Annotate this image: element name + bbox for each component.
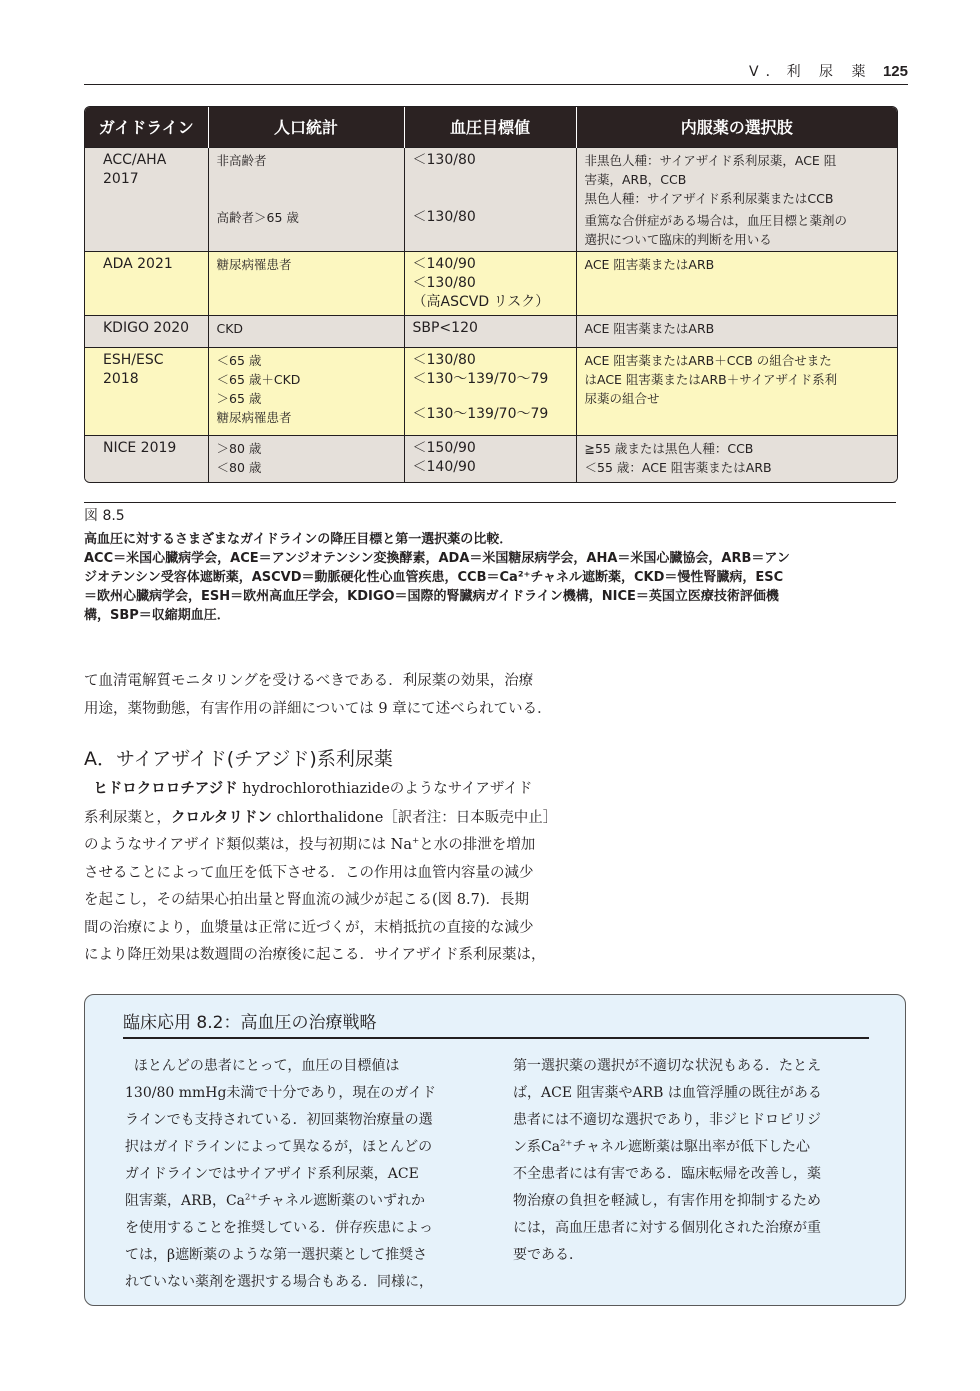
bp-target-cell: SBP<120 [404, 315, 576, 347]
text-line: 患者には不適切な選択であり，非ジヒドロピリジ [513, 1112, 821, 1128]
guideline-cell: KDIGO 2020 [85, 315, 208, 347]
text-line: を起こし，その結果心拍出量と腎血流の減少が起こる(図 8.7)．長期 [84, 892, 529, 908]
guideline-cell: ADA 2021 [85, 252, 208, 315]
text-line: 130/80 mmHg未満で十分であり，現在のガイド [125, 1085, 437, 1101]
text-line: ラインでも支持されている．初回薬物治療量の選 [125, 1112, 433, 1128]
figure-caption [84, 502, 896, 625]
table-row [85, 252, 897, 315]
bp-target-cell: ＜150/90 ＜140/90 [404, 436, 576, 482]
text-line: ほとんどの患者にとって，血圧の目標値は [133, 1058, 400, 1074]
drug-options-cell: ACE 阻害薬またはARB＋CCB の組合せまた はACE 阻害薬またはARB＋サイアザイド系利 尿薬の組合せ [576, 347, 897, 435]
figure-abbrev-line: ジオテンシン受容体遮断薬，ASCVD＝動脈硬化性心血管疾患，CCB＝Ca²⁺チャネル遮断薬，CKD＝慢性腎臓病，ESC [84, 570, 784, 585]
demographics-cell: ＞80 歳 ＜80 歳 [208, 436, 404, 482]
bp-target-cell: ＜130/80 ＜130/80 [404, 148, 576, 252]
table-row [85, 436, 897, 482]
guideline-cell: ACC/AHA 2017 [85, 148, 208, 252]
drug-options-cell: ACE 阻害薬またはARB [576, 252, 897, 315]
demographics-cell: ＜65 歳 ＜65 歳＋CKD ＞65 歳 糖尿病罹患者 [208, 347, 404, 435]
figure-abbrev-line: 構，SBP＝収縮期血圧． [84, 608, 230, 623]
clinical-title: 臨床応用 8.2：高血圧の治療戦略 [123, 1009, 869, 1039]
text-line: 択はガイドラインによって異なるが，ほとんどの [125, 1139, 433, 1155]
demographics-cell: CKD [208, 315, 404, 347]
col-header-guideline: ガイドライン [85, 107, 208, 148]
text-line: 第一選択薬の選択が不適切な状況もある．たとえ [513, 1058, 821, 1074]
table-row [85, 347, 897, 435]
col-header-demographics: 人口統計 [208, 107, 404, 148]
header-section: V．利 尿 薬 [749, 64, 873, 80]
body-paragraph [84, 668, 584, 723]
drug-options-cell: ≧55 歳または黒色人種：CCB ＜55 歳：ACE 阻害薬またはARB [576, 436, 897, 482]
guideline-cell: NICE 2019 [85, 436, 208, 482]
text-line: ガイドラインではサイアザイド系利尿薬，ACE [125, 1166, 419, 1182]
clinical-application-box [84, 994, 906, 1306]
clinical-column-left [125, 1053, 481, 1296]
text-line: ン系$Ca^{2+}$チャネル遮断薬は駆出率が低下した心 [513, 1137, 811, 1155]
text-line: には，高血圧患者に対する個別化された治療が重 [513, 1220, 821, 1236]
text-line: させることによって血圧を低下させる．この作用は血管内容量の減少 [84, 864, 534, 881]
guideline-table [85, 107, 897, 482]
page-number: 125 [882, 63, 908, 80]
bp-target-cell: ＜140/90 ＜130/80 （高ASCVD リスク） [404, 252, 576, 315]
text-line: 間の治療により，血漿量は正常に近づくが，末梢抵抗の直接的な減少 [84, 919, 534, 936]
text-line: れていない薬剤を選択する場合もある．同様に， [125, 1274, 433, 1290]
figure-title: 高血圧に対するさまざまなガイドラインの降圧目標と第一選択薬の比較． [84, 532, 513, 547]
col-header-drug-options: 内服薬の選択肢 [576, 107, 897, 148]
text-line: て血清電解質モニタリングを受けるべきである．利尿薬の効果，治療 [84, 673, 534, 689]
text-line: 阻害薬，ARB，$Ca^{2+}$チャネル遮断薬のいずれか [125, 1191, 425, 1209]
text-line: ヒドロクロロチアジド hydrochlorothiazideのようなサイアザイド [93, 780, 533, 797]
text-line: 物治療の負担を軽減し，有害作用を抑制するため [513, 1193, 821, 1209]
body-paragraph-thiazide [84, 775, 584, 970]
section-heading: A．サイアザイド(チアジド)系利尿薬 [84, 748, 393, 770]
text-line: 不全患者には有害である．臨床転帰を改善し，薬 [513, 1166, 821, 1182]
bp-target-cell: ＜130/80 ＜130～139/70～79 ＜130～139/70～79 [404, 347, 576, 435]
guideline-cell: ESH/ESC 2018 [85, 347, 208, 435]
demographics-cell: 糖尿病罹患者 [208, 252, 404, 315]
figure-abbrev-line: ACC＝米国心臓病学会，ACE＝アンジオテンシン変換酵素，ADA＝米国糖尿病学会，AHA＝米国心臓協会，ARB＝アン [84, 551, 790, 566]
text-line: を使用することを推奨している．併存疾患によっ [125, 1220, 433, 1236]
text-line: ては，β遮断薬のような第一選択薬として推奨さ [125, 1247, 428, 1263]
text-line: 系利尿薬と，クロルタリドン chlorthalidone［訳者注：日本販売中止］ [84, 808, 558, 826]
demographics-cell: 非高齢者 高齢者＞65 歳 [208, 148, 404, 252]
text-line: 用途，薬物動態，有害作用の詳細については 9 章にて述べられている． [84, 700, 552, 717]
table-row [85, 148, 897, 252]
col-header-bp-target: 血圧目標値 [404, 107, 576, 148]
drug-options-cell: ACE 阻害薬またはARB [576, 315, 897, 347]
text-line: により降圧効果は数週間の治療後に起こる．サイアザイド系利尿薬は， [84, 947, 546, 963]
text-line: のようなサイアザイド類似薬は，投与初期には Na+と水の排泄を増加 [84, 836, 536, 853]
clinical-column-right [513, 1053, 869, 1269]
table-row [85, 315, 897, 347]
text-line: ば，ACE 阻害薬やARB は血管浮腫の既往がある [513, 1085, 822, 1101]
table-header-row [85, 107, 897, 148]
drug-term: ヒドロクロロチアジド [93, 780, 238, 797]
drug-options-cell: 非黒色人種：サイアザイド系利尿薬，ACE 阻 害薬，ARB，CCB 黒色人種：サイアザイド系利尿薬またはCCB 重篤な合併症がある場合は，血圧目標と薬剤の 選択について臨床的判断を用いる [576, 148, 897, 252]
guideline-table-frame [84, 106, 898, 483]
drug-term: クロルタリドン [171, 808, 272, 826]
text-line: 要である． [513, 1247, 583, 1263]
figure-abbrev-line: ＝欧州心臓病学会，ESH＝欧州高血圧学会，KDIGO＝国際的腎臓病ガイドライン機構，NICE＝英国立医療技術評価機 [84, 589, 779, 604]
running-header [84, 62, 908, 85]
figure-label: 図 8.5 [84, 508, 125, 524]
